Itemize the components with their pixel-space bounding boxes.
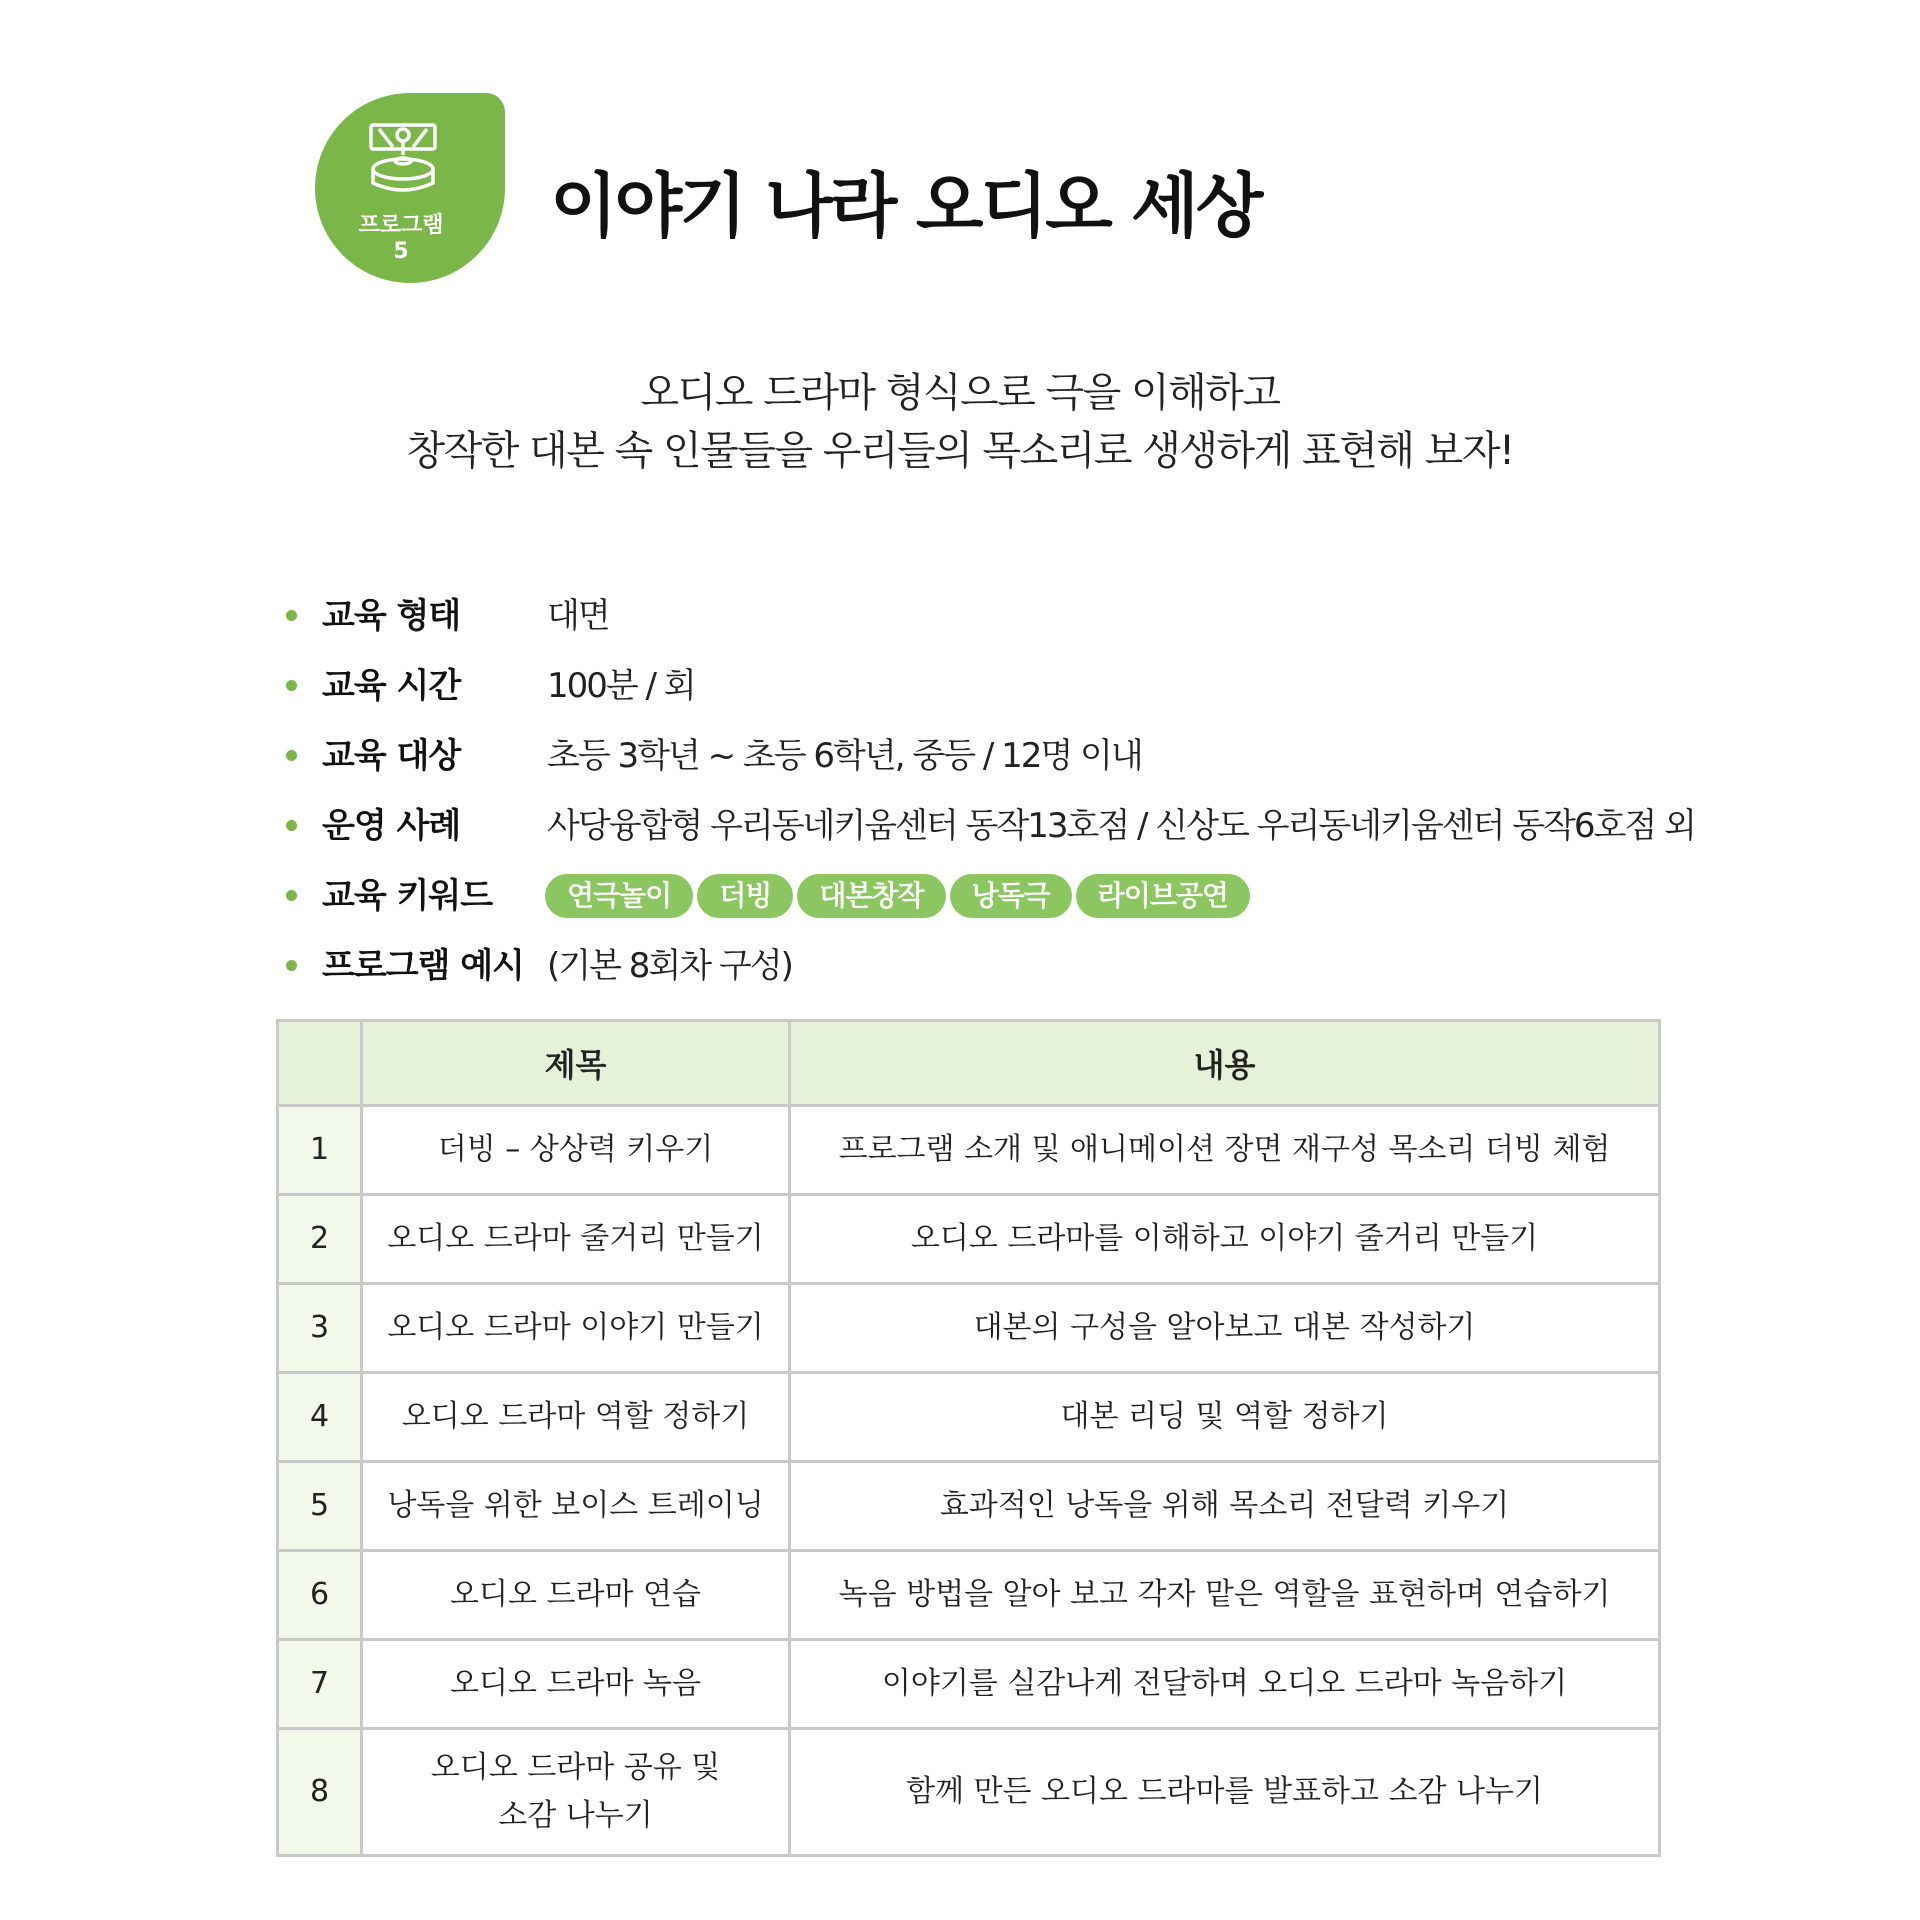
program-table xyxy=(276,1019,1661,1857)
row-number: 8 xyxy=(278,1729,362,1856)
row-content: 대본의 구성을 알아보고 대본 작성하기 xyxy=(790,1284,1660,1373)
keyword-tag: 낭독극 xyxy=(950,874,1072,918)
header-number xyxy=(278,1021,362,1106)
bullet-icon xyxy=(286,890,297,901)
row-title-line-1: 오디오 드라마 공유 및 xyxy=(430,1750,721,1785)
info-label: 교육 형태 xyxy=(322,596,461,636)
info-value: 100분 / 회 xyxy=(547,666,695,706)
bullet-icon xyxy=(286,750,297,761)
info-label: 프로그램 예시 xyxy=(322,946,524,986)
info-label: 교육 키워드 xyxy=(322,876,493,916)
keyword-tag: 더빙 xyxy=(697,874,793,918)
row-title: 오디오 드라마 연습 xyxy=(362,1551,790,1640)
info-value: 대면 xyxy=(547,596,609,636)
badge-number: 5 xyxy=(393,239,409,264)
subtitle xyxy=(0,364,1920,480)
table-row xyxy=(278,1195,1660,1284)
page-title: 이야기 나라 오디오 세상 xyxy=(550,165,1261,247)
keyword-list xyxy=(545,874,1250,918)
recording-studio-icon xyxy=(365,121,441,197)
bullet-icon xyxy=(286,680,297,691)
row-content: 프로그램 소개 및 애니메이션 장면 재구성 목소리 더빙 체험 xyxy=(790,1106,1660,1195)
row-title: 오디오 드라마 녹음 xyxy=(362,1640,790,1729)
row-title: 오디오 드라마 줄거리 만들기 xyxy=(362,1195,790,1284)
row-title: 낭독을 위한 보이스 트레이닝 xyxy=(362,1462,790,1551)
program-badge xyxy=(315,93,505,283)
row-number: 5 xyxy=(278,1462,362,1551)
table-row xyxy=(278,1284,1660,1373)
row-number: 7 xyxy=(278,1640,362,1729)
bullet-icon xyxy=(286,610,297,621)
row-content: 녹음 방법을 알아 보고 각자 맡은 역할을 표현하며 연습하기 xyxy=(790,1551,1660,1640)
row-number: 6 xyxy=(278,1551,362,1640)
header-content: 내용 xyxy=(790,1021,1660,1106)
row-content: 함께 만든 오디오 드라마를 발표하고 소감 나누기 xyxy=(790,1729,1660,1856)
subtitle-line-2: 창작한 대본 속 인물들을 우리들의 목소리로 생생하게 표현해 보자! xyxy=(406,428,1514,474)
row-number: 4 xyxy=(278,1373,362,1462)
table-row xyxy=(278,1551,1660,1640)
row-number: 2 xyxy=(278,1195,362,1284)
info-label: 교육 시간 xyxy=(322,666,461,706)
table-row xyxy=(278,1373,1660,1462)
row-title: 오디오 드라마 이야기 만들기 xyxy=(362,1284,790,1373)
keyword-tag: 대본창작 xyxy=(797,874,945,918)
row-title: 더빙 – 상상력 키우기 xyxy=(362,1106,790,1195)
keyword-tag: 연극놀이 xyxy=(545,874,693,918)
row-title-line-2: 소감 나누기 xyxy=(498,1798,653,1833)
info-value: 사당융합형 우리동네키움센터 동작13호점 / 신상도 우리동네키움센터 동작6호점 외 xyxy=(547,806,1695,846)
bullet-icon xyxy=(286,960,297,971)
row-title: 오디오 드라마 역할 정하기 xyxy=(362,1373,790,1462)
row-number: 1 xyxy=(278,1106,362,1195)
keyword-tag: 라이브공연 xyxy=(1076,874,1250,918)
info-value: (기본 8회차 구성) xyxy=(547,946,792,986)
table-row xyxy=(278,1462,1660,1551)
table-header-row xyxy=(278,1021,1660,1106)
table-row xyxy=(278,1729,1660,1856)
badge-label: 프로그램 xyxy=(358,213,444,238)
table-row xyxy=(278,1106,1660,1195)
info-label: 교육 대상 xyxy=(322,736,461,776)
row-number: 3 xyxy=(278,1284,362,1373)
row-content: 대본 리딩 및 역할 정하기 xyxy=(790,1373,1660,1462)
info-value: 초등 3학년 ~ 초등 6학년, 중등 / 12명 이내 xyxy=(547,736,1142,776)
bullet-icon xyxy=(286,820,297,831)
header-title: 제목 xyxy=(362,1021,790,1106)
row-content: 효과적인 낭독을 위해 목소리 전달력 키우기 xyxy=(790,1462,1660,1551)
row-content: 이야기를 실감나게 전달하며 오디오 드라마 녹음하기 xyxy=(790,1640,1660,1729)
table-row xyxy=(278,1640,1660,1729)
row-title xyxy=(362,1729,790,1856)
info-label: 운영 사례 xyxy=(322,806,461,846)
subtitle-line-1: 오디오 드라마 형식으로 극을 이해하고 xyxy=(640,370,1280,416)
row-content: 오디오 드라마를 이해하고 이야기 줄거리 만들기 xyxy=(790,1195,1660,1284)
